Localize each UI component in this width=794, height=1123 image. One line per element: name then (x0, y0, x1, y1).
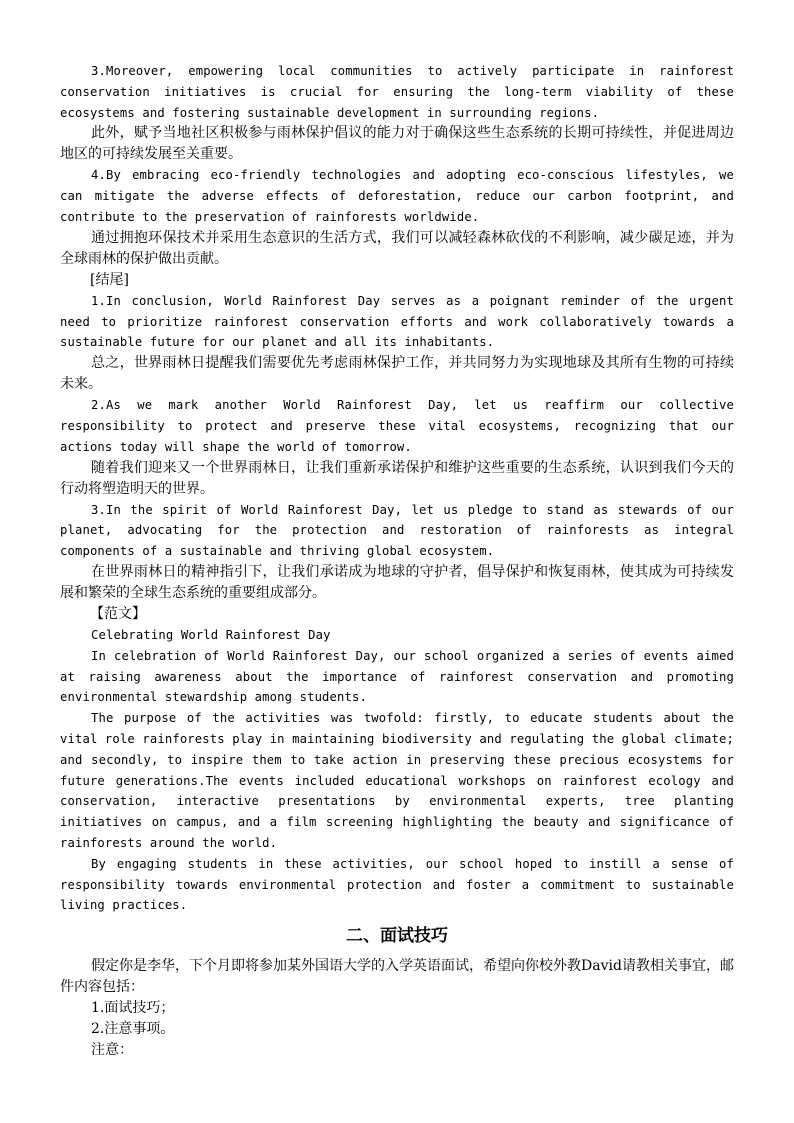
task-item-1: 1.面试技巧； (91, 1000, 175, 1017)
note-label: 注意： (91, 1042, 133, 1059)
section-heading: 二、面试技巧 (346, 926, 448, 947)
task-intro: 假定你是李华，下个月即将参加某外国语大学的入学英语面试，希望向你校外教David请教相关事宜，邮件内容包括： (60, 958, 734, 996)
essay-paragraph-3: By engaging students in these activities, our school hoped to instill a sense of responsibility towards environmental protection and foster a commitment to sustainable living practices. (60, 856, 734, 913)
paragraph-conclusion-2-zh: 随着我们迎来又一个世界雨林日，让我们重新承诺保护和维护这些重要的生态系统，认识到我们今天的行动将塑造明天的世界。 (60, 459, 734, 497)
paragraph-point-3-zh: 此外，赋予当地社区积极参与雨林保护倡议的能力对于确保这些生态系统的长期可持续性，并促进周边地区的可持续发展至关重要。 (60, 125, 734, 163)
essay-paragraph-1: In celebration of World Rainforest Day, our school organized a series of events aimed at raising awareness about the importance of rainforest conservation and promoting environmental stewardship among students. (60, 648, 734, 705)
paragraph-point-4-en: 4.By embracing eco-friendly technologies and adopting eco-conscious lifestyles, we can mitigate the adverse effects of deforestation, reduce our carbon footprint, and contribute to the preservation of rainforests worldwide. (60, 168, 734, 224)
paragraph-point-3-en: 3.Moreover, empowering local communities to actively participate in rainforest conservation initiatives is crucial for ensuring the long-term viability of these ecosystems and fostering sustainable development in surrounding regions. (60, 64, 734, 120)
document-page (60, 61, 734, 1061)
task-item-2: 2.注意事项。 (91, 1021, 175, 1038)
paragraph-conclusion-2-en: 2.As we mark another World Rainforest Day, let us reaffirm our collective responsibility to protect and preserve these vital ecosystems, recognizing that our actions today will shape the world of tomorrow. (60, 398, 734, 454)
paragraph-conclusion-1-en: 1.In conclusion, World Rainforest Day serves as a poignant reminder of the urgent need to prioritize rainforest conservation efforts and work collaboratively towards a sustainable future for our planet and all its inhabitants. (60, 293, 734, 350)
paragraph-conclusion-1-zh: 总之，世界雨林日提醒我们需要优先考虑雨林保护工作，并共同努力为实现地球及其所有生物的可持续未来。 (60, 355, 734, 393)
essay-paragraph-2: The purpose of the activities was twofold: firstly, to educate students about the vital role rainforests play in maintaining biodiversity and regulating the global climate; and secondly, to inspire them to take action in preserving these precious ecosystems for future generations.The events included educational workshops on rainforest ecology and conservation, interactive presentations by environmental experts, tree planting initiatives on campus, and a film screening highlighting the beauty and significance of rainforests around the world. (60, 711, 734, 850)
paragraph-conclusion-3-en: 3.In the spirit of World Rainforest Day, let us pledge to stand as stewards of our planet, advocating for the protection and restoration of rainforests as integral components of a sustainable and thriving global ecosystem. (60, 502, 734, 559)
section-label-ending: [结尾] (90, 271, 129, 288)
paragraph-conclusion-3-zh: 在世界雨林日的精神指引下，让我们承诺成为地球的守护者，倡导保护和恢复雨林，使其成为可持续发展和繁荣的全球生态系统的重要组成部分。 (60, 563, 734, 601)
essay-title: Celebrating World Rainforest Day (91, 627, 331, 642)
paragraph-point-4-zh: 通过拥抱环保技术并采用生态意识的生活方式，我们可以减轻森林砍伐的不利影响，减少碳足迹，并为全球雨林的保护做出贡献。 (60, 229, 734, 267)
section-label-model-essay: 【范文】 (90, 605, 146, 622)
